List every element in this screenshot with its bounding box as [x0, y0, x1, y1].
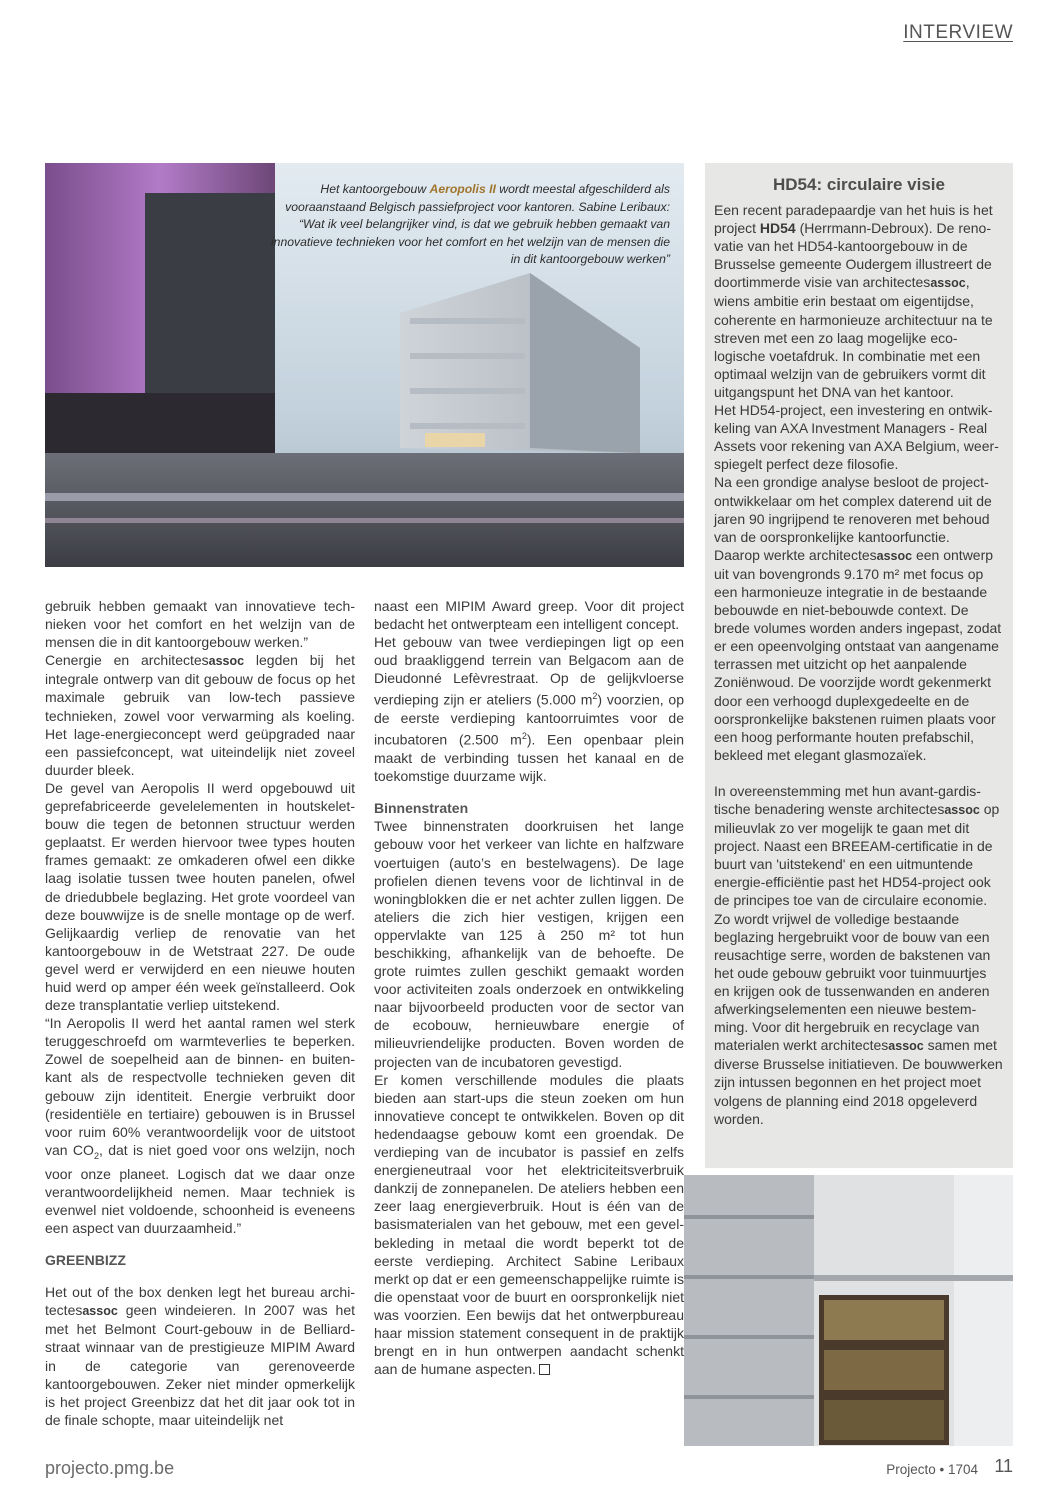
footer-magazine: Projecto • 1704	[886, 1462, 978, 1477]
sidebar-title: HD54: circulaire visie	[773, 175, 945, 194]
hero-photo	[45, 163, 684, 567]
paragraph: “In Aeropolis II werd het aantal ramen wel sterk teruggeschroefd om warmteverlies te beperken. Zowel de soepelheid aan de binnen- en buitenkant als de respectvolle technieken geven dit gebouw zijn identiteit. Energie verbruikt door (residentiële en tertiaire) gebouwen is in Brussel voor ruim 60% verantwoordelijk voor de uitstoot van $CO_2$, dat is niet goed voor ons welzijn, noch voor onze planeet. Logisch dat we daar onze verantwoordelijkheid nemen. Maar techniek is evenwel niet voldoende, schoonheid is eveneens een aspect van duurzaamheid.”	[45, 1015, 355, 1236]
section-heading: Binnenstraten	[374, 800, 469, 817]
sidebar-box	[705, 163, 1013, 1168]
paragraph: naast een MIPIM Award greep. Voor dit project bedacht het ontwerpteam een intelligent concept.	[374, 598, 684, 633]
paragraph: In overeenstemming met hun avant-gardistische benadering wenste architectesassoc op milieuvlak zo ver mogelijk te gaan met dit project. Naast een BREEAM-certificatie in de buurt van 'uitstekend' en een uitmuntende energie-efficiëntie past het HD54-project ook de principes toe van de circulaire economie. Zo wordt vrijwel de volledige bestaande beglazing hergebruikt voor de bouw van een reusachtige serre, worden de bakstenen van het oude gebouw gebruikt voor tuinmuurtjes en krijgen ook de tussenwanden en anderen afwerkingselementen een nieuwe bestemming. Voor dit hergebruik en recyclage van materialen werkt architectesassoc samen met diverse Brusselse initiatieven. De bouwwerken zijn intussen begonnen en het project moet volgens de planning eind 2018 opgeleverd worden.	[714, 782, 1003, 1127]
footer-url[interactable]: projecto.pmg.be	[45, 1458, 175, 1478]
paragraph: Een recent paradepaardje van het huis is het project HD54 (Herrmann-Debroux). De renovatie van het HD54-kantoorgebouw in de Brusselse gemeente Oudergem illustreert de doortimmerde visie van architectesassoc, wiens ambitie erin bestaat om eigentijdse, coherente en harmonieuze architectuur na te streven met een zo laag mogelijke ecologische voetafdruk. In combinatie met een optimaal welzijn van de gebruikers vormt dit uitgangspunt het DNA van het kantoor.	[714, 202, 993, 400]
paragraph: Het gebouw van twee verdiepingen ligt op een oud braakliggend terrein van Belgacom aan de Dieudonné Lefèvrestraat. Op de gelijkvloerse verdieping zijn er ateliers (5.000 $m^2$) voorzien, op de eerste verdieping kantoorruimtes voor de incubatoren (2.500 $m^2$). Een openbaar plein maakt de verbinding tussen het kanaal en de toekomstige duurzame wijk.	[374, 634, 684, 785]
paragraph: Cenergie en architectesassoc legden bij het integrale ontwerp van dit gebouw de focus op het maximale gebruik van low-tech passieve technieken, zowel voor verwarming als koeling. Het lage-energieconcept werd geüpgraded naar een passiefconcept, wat uiteindelijk niet zoveel duurder bleek.	[45, 652, 355, 778]
paragraph: De gevel van Aeropolis II werd opgebouwd uit geprefabriceerde gevelelementen in houtskeletbouw die tegen de betonnen structuur werden geplaatst. Er werden hiervoor twee types houten frames gemaakt: ze omkaderen ofwel een dikke laag isolatie tussen twee houten panelen, ofwel de driedubbele beglazing. Het grote voordeel van deze bouwwijze is de snelle montage op de werf. Gelijkaardig verliep de renovatie van het kantoorgebouw in de Wetstraat 227. De oude gevel werd er verwijderd en een nieuwe houten huid werd op amper één week geïnstalleerd. Ook deze transplantatie verliep uitstekend.	[45, 779, 355, 1014]
page-number: 11	[994, 1456, 1013, 1476]
section-label: INTERVIEW	[903, 22, 1013, 43]
facade-photo	[684, 1175, 1013, 1446]
paragraph: Er komen verschillende modules die plaats bieden aan start-ups die steun zoeken om hun innovatieve concept te ontwikkelen. Boven op dit hedendaagse gebouw komt een groendak. De verdieping van de incubator is passief en zelfs energieneutraal voor het elektriciteitsverbruik dankzij de zonnepanelen. De ateliers hebben een zeer laag energieverbruik. Hout is één van de basismaterialen van het gebouw, met een gevelbekleding in metaal die wordt beperkt tot de eerste verdieping. Architect Sabine Leribaux merkt op dat er een gemeenschappelijke ruimte is die openstaat voor de buurt en oorspronkelijk niet was voorzien. Een bewijs dat het ontwerpbureau haar mission statement consequent in de praktijk brengt en in hun ontwerpen aandacht schenkt aan de humane aspecten.	[374, 1071, 684, 1378]
paragraph: Het out of the box denken legt het bureau architectesassoc geen windeieren. In 2007 was het met het Belmont Court-gebouw in de Belliardstraat winnaar van de prestigieuze MIPIM Award in de categorie van gerenoveerde kantoorgebouwen. Zeker niet minder opmerkelijk is het project Greenbizz dat het dit jaar ook tot in de finale schopte, maar uiteindelijk net	[45, 1284, 355, 1428]
paragraph: Het HD54-project, een investering en ontwikkeling van AXA Investment Managers - Real Assets voor rekening van AXA Belgium, weerspiegelt perfect deze filosofie.	[714, 402, 999, 473]
section-heading: GREENBIZZ	[45, 1252, 126, 1269]
paragraph: Twee binnenstraten doorkruisen het lange gebouw voor het verkeer van lichte en halfzware voertuigen (auto’s en bestelwagens). De lage profielen dienen tevens voor de lichtinval in de woningblokken die er net achter zullen liggen. De ateliers die zich hier vestigen, krijgen een oppervlakte van 125 à 250 m² tot hun beschikking, afhankelijk van de behoefte. De grote ruimtes zullen geschikt gemaakt worden voor activiteiten zoals onderzoek en ontwikkeling naar bijvoorbeeld producten voor de sector van de ecobouw, hernieuwbare energie of milieuvriendelijke producten. Boven worden de projecten van de incubatoren gevestigd.	[374, 818, 684, 1070]
end-mark-icon	[539, 1364, 550, 1375]
paragraph: gebruik hebben gemaakt van innovatieve technieken voor het comfort en het welzijn van de mensen die in dit kantoorgebouw werken.”	[45, 598, 355, 651]
hero-caption: Het kantoorgebouw Aeropolis II wordt meestal afgeschilderd als vooraanstaand Belgisch passiefproject voor kantoren. Sabine Leribaux: “Wat ik veel belangrijker vind, is dat we gebruik hebben gemaakt van innovatieve technieken voor het comfort en het welzijn van de mensen die in dit kantoorgebouw werken”	[270, 182, 670, 266]
paragraph: Na een grondige analyse besloot de projectontwikkelaar om het complex daterend uit de jaren 90 ingrijpend te renoveren met behoud van de oorspronkelijke kantoorfunctie.	[714, 474, 992, 545]
facade-illustration	[684, 1175, 1013, 1446]
paragraph: Daarop werkte architectesassoc een ontwerp uit van bovengronds 9.170 m² met focus op een harmonieuze integratie in de bestaande bebouwde en niet-bebouwde context. De brede volumes worden anders ingepast, zodat er een opeenvolging ontstaat van aangename terrassen met uitzicht op het aanpalende Zoniënwoud. De voorzijde wordt gekenmerkt door een verhoogd duplexgedeelte en de oorspronkelijke bakstenen ruimen plaats voor een hoog performante houten prefabschil, bekleed met elegant glasmozaïek.	[714, 546, 1002, 763]
article-column-1	[45, 597, 355, 1429]
article-column-2	[374, 597, 684, 1378]
